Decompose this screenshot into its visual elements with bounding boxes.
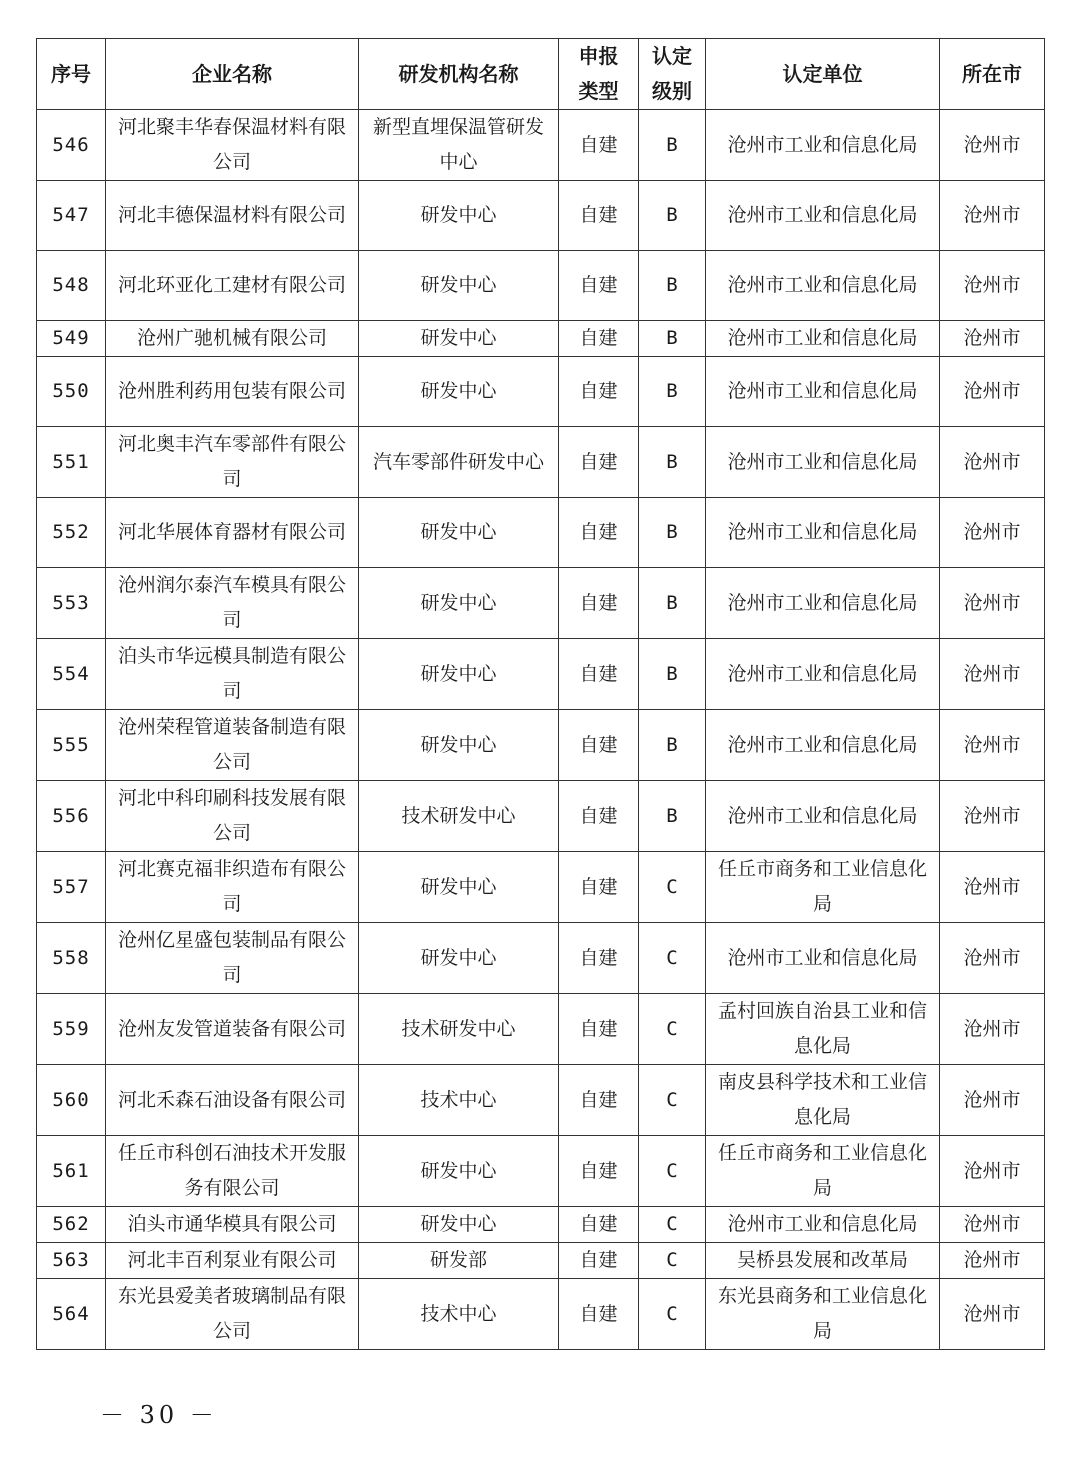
cell-company: 河北奥丰汽车零部件有限公司 [106, 427, 359, 498]
cell-type: 自建 [559, 639, 639, 710]
header-level: 认定级别 [639, 39, 706, 110]
cell-level: B [639, 498, 706, 568]
table-row [37, 427, 1045, 498]
cell-company: 河北丰百利泵业有限公司 [106, 1243, 359, 1279]
header-type: 申报类型 [559, 39, 639, 110]
cell-level: B [639, 781, 706, 852]
cell-level: C [639, 923, 706, 994]
cell-institution: 研发中心 [359, 1207, 559, 1243]
cell-institution: 研发中心 [359, 568, 559, 639]
cell-city: 沧州市 [940, 1065, 1045, 1136]
cell-company: 任丘市科创石油技术开发服务有限公司 [106, 1136, 359, 1207]
cell-company: 沧州润尔泰汽车模具有限公司 [106, 568, 359, 639]
cell-company: 沧州友发管道装备有限公司 [106, 994, 359, 1065]
table-row [37, 357, 1045, 427]
cell-unit: 东光县商务和工业信息化局 [706, 1279, 940, 1350]
cell-city: 沧州市 [940, 1279, 1045, 1350]
table-row [37, 852, 1045, 923]
cell-seq: 557 [37, 852, 106, 923]
cell-company: 沧州荣程管道装备制造有限公司 [106, 710, 359, 781]
cell-company: 河北赛克福非织造布有限公司 [106, 852, 359, 923]
cell-unit: 沧州市工业和信息化局 [706, 427, 940, 498]
cell-type: 自建 [559, 710, 639, 781]
cell-level: B [639, 568, 706, 639]
cell-institution: 研发中心 [359, 357, 559, 427]
table-row [37, 110, 1045, 181]
table-row [37, 321, 1045, 357]
table-row [37, 1243, 1045, 1279]
cell-institution: 技术研发中心 [359, 994, 559, 1065]
cell-level: B [639, 710, 706, 781]
cell-type: 自建 [559, 1065, 639, 1136]
cell-type: 自建 [559, 923, 639, 994]
cell-type: 自建 [559, 1279, 639, 1350]
cell-institution: 研发中心 [359, 852, 559, 923]
cell-company: 泊头市通华模具有限公司 [106, 1207, 359, 1243]
table-row [37, 1207, 1045, 1243]
cell-city: 沧州市 [940, 568, 1045, 639]
cell-institution: 研发中心 [359, 639, 559, 710]
cell-unit: 任丘市商务和工业信息化局 [706, 852, 940, 923]
cell-city: 沧州市 [940, 181, 1045, 251]
cell-level: B [639, 251, 706, 321]
cell-type: 自建 [559, 110, 639, 181]
cell-unit: 沧州市工业和信息化局 [706, 639, 940, 710]
cell-unit: 孟村回族自治县工业和信息化局 [706, 994, 940, 1065]
cell-company: 沧州亿星盛包装制品有限公司 [106, 923, 359, 994]
cell-city: 沧州市 [940, 1136, 1045, 1207]
table-row [37, 639, 1045, 710]
cell-institution: 研发中心 [359, 1136, 559, 1207]
cell-unit: 沧州市工业和信息化局 [706, 181, 940, 251]
cell-company: 东光县爱美者玻璃制品有限公司 [106, 1279, 359, 1350]
cell-company: 河北中科印刷科技发展有限公司 [106, 781, 359, 852]
page-number: － 30 － [100, 1401, 218, 1429]
cell-level: B [639, 321, 706, 357]
cell-institution: 研发中心 [359, 321, 559, 357]
table-row [37, 181, 1045, 251]
cell-seq: 546 [37, 110, 106, 181]
cell-institution: 研发中心 [359, 251, 559, 321]
cell-unit: 沧州市工业和信息化局 [706, 110, 940, 181]
cell-type: 自建 [559, 1136, 639, 1207]
cell-company: 河北华展体育器材有限公司 [106, 498, 359, 568]
cell-level: B [639, 110, 706, 181]
cell-company: 沧州胜利药用包装有限公司 [106, 357, 359, 427]
cell-seq: 561 [37, 1136, 106, 1207]
cell-level: C [639, 1065, 706, 1136]
cell-city: 沧州市 [940, 994, 1045, 1065]
cell-institution: 研发中心 [359, 923, 559, 994]
header-company: 企业名称 [106, 39, 359, 110]
cell-company: 河北聚丰华春保温材料有限公司 [106, 110, 359, 181]
table-row [37, 923, 1045, 994]
cell-unit: 沧州市工业和信息化局 [706, 1207, 940, 1243]
cell-type: 自建 [559, 994, 639, 1065]
cell-type: 自建 [559, 321, 639, 357]
cell-institution: 研发中心 [359, 181, 559, 251]
cell-type: 自建 [559, 357, 639, 427]
cell-city: 沧州市 [940, 781, 1045, 852]
cell-level: C [639, 852, 706, 923]
cell-level: C [639, 1207, 706, 1243]
cell-type: 自建 [559, 781, 639, 852]
cell-type: 自建 [559, 251, 639, 321]
cell-unit: 任丘市商务和工业信息化局 [706, 1136, 940, 1207]
cell-type: 自建 [559, 427, 639, 498]
cell-unit: 沧州市工业和信息化局 [706, 710, 940, 781]
cell-company: 河北丰德保温材料有限公司 [106, 181, 359, 251]
cell-level: C [639, 1243, 706, 1279]
cell-seq: 548 [37, 251, 106, 321]
table-row [37, 781, 1045, 852]
cell-institution: 汽车零部件研发中心 [359, 427, 559, 498]
table-row [37, 251, 1045, 321]
cell-level: C [639, 1136, 706, 1207]
header-unit: 认定单位 [706, 39, 940, 110]
cell-institution: 研发中心 [359, 710, 559, 781]
table-row [37, 710, 1045, 781]
table-row [37, 498, 1045, 568]
cell-institution: 技术中心 [359, 1065, 559, 1136]
cell-seq: 550 [37, 357, 106, 427]
cell-seq: 558 [37, 923, 106, 994]
table-header-row [37, 39, 1045, 110]
cell-unit: 沧州市工业和信息化局 [706, 781, 940, 852]
cell-type: 自建 [559, 1243, 639, 1279]
cell-seq: 549 [37, 321, 106, 357]
cell-unit: 沧州市工业和信息化局 [706, 357, 940, 427]
cell-city: 沧州市 [940, 498, 1045, 568]
cell-city: 沧州市 [940, 110, 1045, 181]
cell-seq: 551 [37, 427, 106, 498]
cell-type: 自建 [559, 852, 639, 923]
table-row [37, 1065, 1045, 1136]
cell-institution: 技术中心 [359, 1279, 559, 1350]
cell-company: 河北禾森石油设备有限公司 [106, 1065, 359, 1136]
cell-level: B [639, 639, 706, 710]
cell-level: B [639, 357, 706, 427]
cell-unit: 沧州市工业和信息化局 [706, 251, 940, 321]
table-row [37, 1136, 1045, 1207]
cell-type: 自建 [559, 181, 639, 251]
cell-unit: 沧州市工业和信息化局 [706, 568, 940, 639]
cell-city: 沧州市 [940, 852, 1045, 923]
cell-city: 沧州市 [940, 427, 1045, 498]
cell-unit: 沧州市工业和信息化局 [706, 498, 940, 568]
header-seq: 序号 [37, 39, 106, 110]
table-row [37, 1279, 1045, 1350]
cell-institution: 技术研发中心 [359, 781, 559, 852]
table-row [37, 994, 1045, 1065]
cell-unit: 吴桥县发展和改革局 [706, 1243, 940, 1279]
cell-seq: 554 [37, 639, 106, 710]
table-row [37, 568, 1045, 639]
cell-seq: 560 [37, 1065, 106, 1136]
cell-level: C [639, 994, 706, 1065]
cell-company: 沧州广驰机械有限公司 [106, 321, 359, 357]
cell-seq: 564 [37, 1279, 106, 1350]
cell-level: B [639, 427, 706, 498]
cell-seq: 556 [37, 781, 106, 852]
cell-city: 沧州市 [940, 923, 1045, 994]
cell-level: B [639, 181, 706, 251]
cell-seq: 562 [37, 1207, 106, 1243]
cell-unit: 沧州市工业和信息化局 [706, 321, 940, 357]
cell-company: 泊头市华远模具制造有限公司 [106, 639, 359, 710]
cell-city: 沧州市 [940, 357, 1045, 427]
cell-seq: 563 [37, 1243, 106, 1279]
cell-type: 自建 [559, 498, 639, 568]
cell-seq: 553 [37, 568, 106, 639]
cell-seq: 552 [37, 498, 106, 568]
cell-institution: 研发中心 [359, 498, 559, 568]
cell-institution: 研发部 [359, 1243, 559, 1279]
cell-type: 自建 [559, 1207, 639, 1243]
cell-city: 沧州市 [940, 1207, 1045, 1243]
cell-level: C [639, 1279, 706, 1350]
cell-unit: 沧州市工业和信息化局 [706, 923, 940, 994]
cell-seq: 547 [37, 181, 106, 251]
cell-seq: 559 [37, 994, 106, 1065]
header-institution: 研发机构名称 [359, 39, 559, 110]
cell-city: 沧州市 [940, 321, 1045, 357]
cell-seq: 555 [37, 710, 106, 781]
cell-company: 河北环亚化工建材有限公司 [106, 251, 359, 321]
cell-unit: 南皮县科学技术和工业信息化局 [706, 1065, 940, 1136]
cell-city: 沧州市 [940, 1243, 1045, 1279]
header-city: 所在市 [940, 39, 1045, 110]
cell-type: 自建 [559, 568, 639, 639]
cell-city: 沧州市 [940, 710, 1045, 781]
cell-city: 沧州市 [940, 251, 1045, 321]
registry-table [36, 38, 1045, 1350]
cell-city: 沧州市 [940, 639, 1045, 710]
cell-institution: 新型直埋保温管研发中心 [359, 110, 559, 181]
